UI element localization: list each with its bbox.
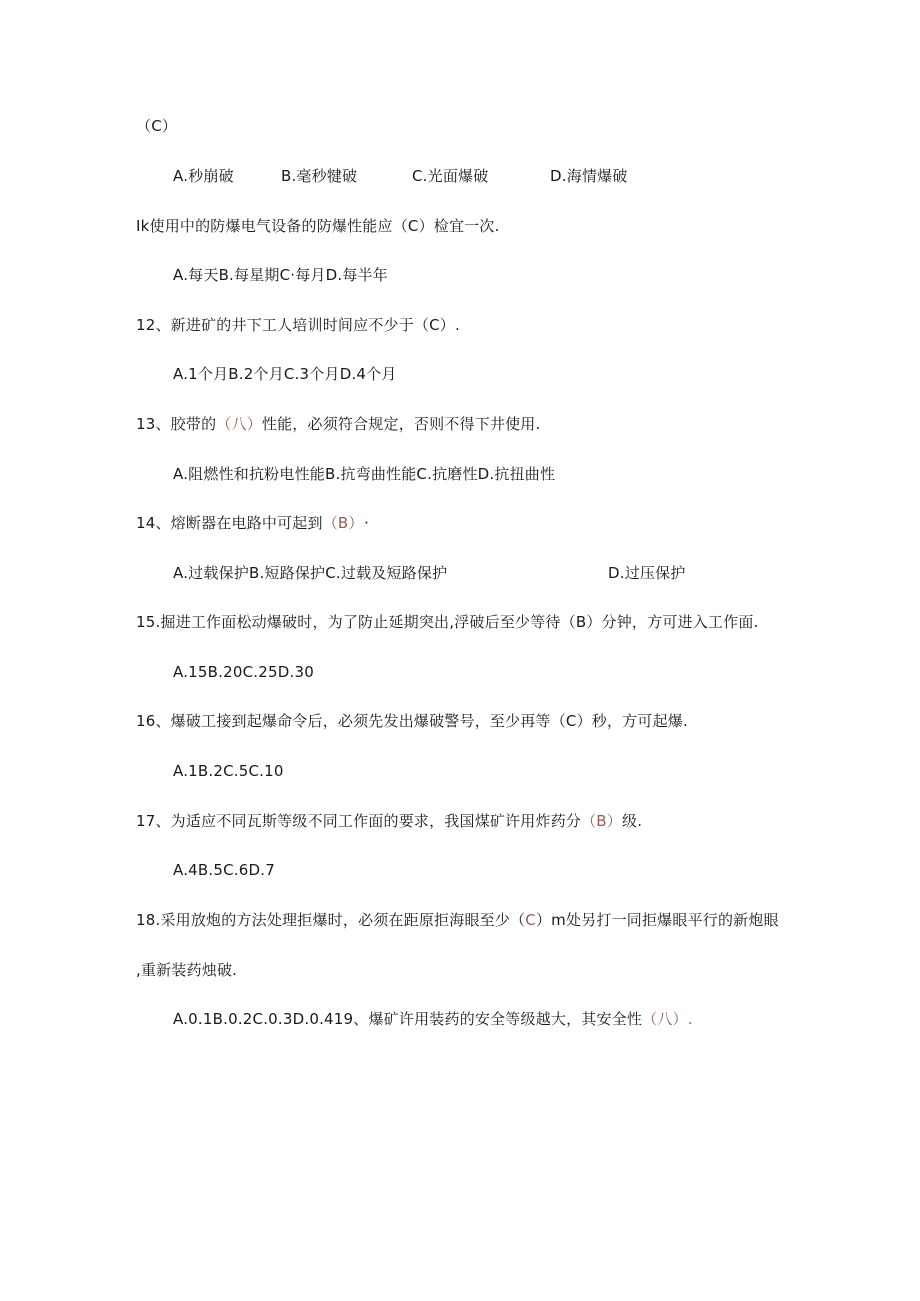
q13-question-before: 13、胶带的 [136, 415, 217, 433]
q11-question: Ik使用中的防爆电气设备的防爆性能应（C）检宜一次. [136, 217, 500, 235]
q18-question-after: ）m处另打一同拒爆眼平行的新炮眼 [535, 911, 779, 929]
q17-question-after: 级. [622, 812, 643, 830]
q18-options-before: A.0.1B.0.2C.0.3D.0.419、爆矿许用装药的安全等级越大，其安全性 [173, 1010, 643, 1028]
q14-options-abc: A.过载保护B.短路保护C.过载及短路保护 [173, 564, 448, 582]
q17-question [136, 811, 642, 831]
q14-question-after: · [364, 514, 370, 532]
q17-question-before: 17、为适应不同瓦斯等级不同工作面的要求，我国煤矿许用炸药分 [136, 812, 582, 830]
q13-options: A.阻燃性和抗粉电性能B.抗弯曲性能C.抗磨性D.抗扭曲性 [173, 465, 556, 483]
q13-question-after: 性能，必须符合规定，否则不得下井使用. [261, 415, 541, 433]
q15-options: A.15B.20C.25D.30 [173, 663, 314, 681]
q19-period: . [687, 1010, 693, 1028]
q18-answer: C [525, 911, 536, 929]
q17-options: A.4B.5C.6D.7 [173, 861, 275, 879]
q13-answer: （八） [216, 415, 262, 433]
q12-question: 12、新进矿的井下工人培训时间应不少于（C）. [136, 316, 460, 334]
q18-options-q19 [173, 1009, 693, 1029]
q10-answer-line: （C） [136, 117, 178, 135]
q14-question [136, 513, 369, 533]
q17-answer: （B） [581, 812, 622, 830]
q18-question [136, 910, 779, 930]
q13-question [136, 414, 540, 434]
q16-options: A.1B.2C.5C.10 [173, 762, 284, 780]
q19-answer: （八） [642, 1010, 688, 1028]
q11-options: A.每天B.每星期C·每月D.每半年 [173, 266, 388, 284]
q10-option-c: C.光面爆破 [412, 167, 489, 185]
q10-option-d: D.海情爆破 [550, 167, 628, 185]
q10-option-b: B.毫秒犍破 [281, 167, 358, 185]
q14-option-d: D.过压保护 [608, 564, 686, 582]
q12-options: A.1个月B.2个月C.3个月D.4个月 [173, 365, 397, 383]
q15-question: 15.掘进工作面松动爆破时，为了防止延期突出,浮破后至少等待（B）分钟，方可进入工作面. [136, 613, 759, 631]
q18-question-before: 18.采用放炮的方法处理拒爆时，必须在距原拒海眼至少（ [136, 911, 526, 929]
q14-answer: （B） [322, 514, 357, 532]
q10-option-a: A.秒崩破 [173, 167, 234, 185]
q16-question: 16、爆破工接到起爆命令后，必须先发出爆破警号，至少再等（C）秒，方可起爆. [136, 712, 688, 730]
q14-question-before: 14、熔断器在电路中可起到 [136, 514, 323, 532]
q18-question-cont: ,重新装药烛破. [136, 961, 238, 979]
